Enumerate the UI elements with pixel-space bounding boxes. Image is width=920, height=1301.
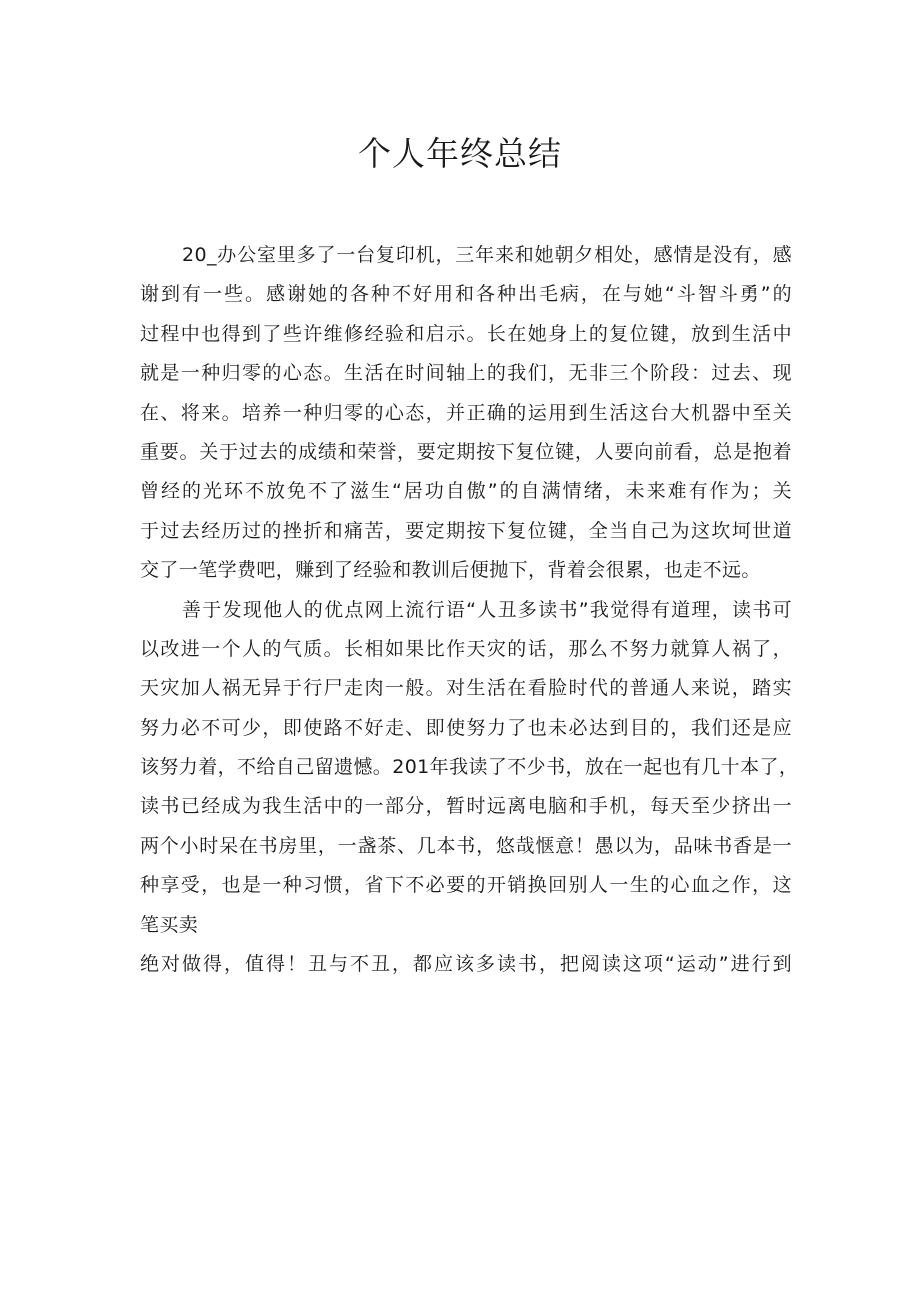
text-line: 就是一种归零的心态。生活在时间轴上的我们，无非三个阶段：过去、现 [140, 362, 792, 385]
text-line: 努力必不可少，即使路不好走、即使努力了也未必达到目的，我们还是应 [140, 716, 792, 739]
text-line: 谢到有一些。感谢她的各种不好用和各种出毛病，在与她“斗智斗勇”的 [140, 283, 792, 306]
text-line: 交了一笔学费吧，赚到了经验和教训后便抛下，背着会很累，也走不远。 [140, 559, 761, 582]
text-line: 善于发现他人的优点网上流行语“人丑多读书”我觉得有道理，读书可 [182, 598, 792, 621]
document-body [140, 236, 799, 984]
text-line: 读书已经成为我生活中的一部分，暂时远离电脑和手机，每天至少挤出一 [140, 795, 792, 818]
text-line: 于过去经历过的挫折和痛苦，要定期按下复位键，全当自己为这坎坷世道 [140, 519, 792, 542]
paragraph-3 [140, 945, 792, 984]
paragraph-2 [140, 591, 799, 946]
text-line: 笔买卖 [140, 913, 199, 936]
text-line: 20_办公室里多了一台复印机，三年来和她朝夕相处，感情是没有，感 [182, 244, 792, 266]
text-line: 该努力着，不给自己留遗憾。201年我读了不少书，放在一起也有几十本了， [140, 756, 799, 779]
text-line: 重要。关于过去的成绩和荣誉，要定期按下复位键，人要向前看，总是抱着 [140, 440, 792, 463]
text-line: 两个小时呆在书房里，一盏茶、几本书，悠哉惬意！愚以为，品味书香是一 [140, 834, 792, 857]
text-line: 种享受，也是一种习惯，省下不必要的开销换回别人一生的心血之作，这 [140, 874, 792, 897]
text-line: 以改进一个人的气质。长相如果比作天灾的话，那么不努力就算人祸了， [140, 637, 792, 660]
text-line: 过程中也得到了些许维修经验和启示。长在她身上的复位键，放到生活中 [140, 322, 792, 345]
text-line: 天灾加人祸无异于行尸走肉一般。对生活在看脸时代的普通人来说，踏实 [140, 677, 792, 700]
paragraph-1 [140, 236, 792, 591]
text-line: 绝对做得，值得！丑与不丑，都应该多读书，把阅读这项“运动”进行到 [140, 953, 792, 976]
text-line: 在、将来。培养一种归零的心态，并正确的运用到生活这台大机器中至关 [140, 401, 792, 424]
document-title: 个人年终总结 [358, 134, 562, 173]
text-line: 曾经的光环不放免不了滋生“居功自傲”的自满情绪，未来难有作为；关 [140, 480, 792, 503]
